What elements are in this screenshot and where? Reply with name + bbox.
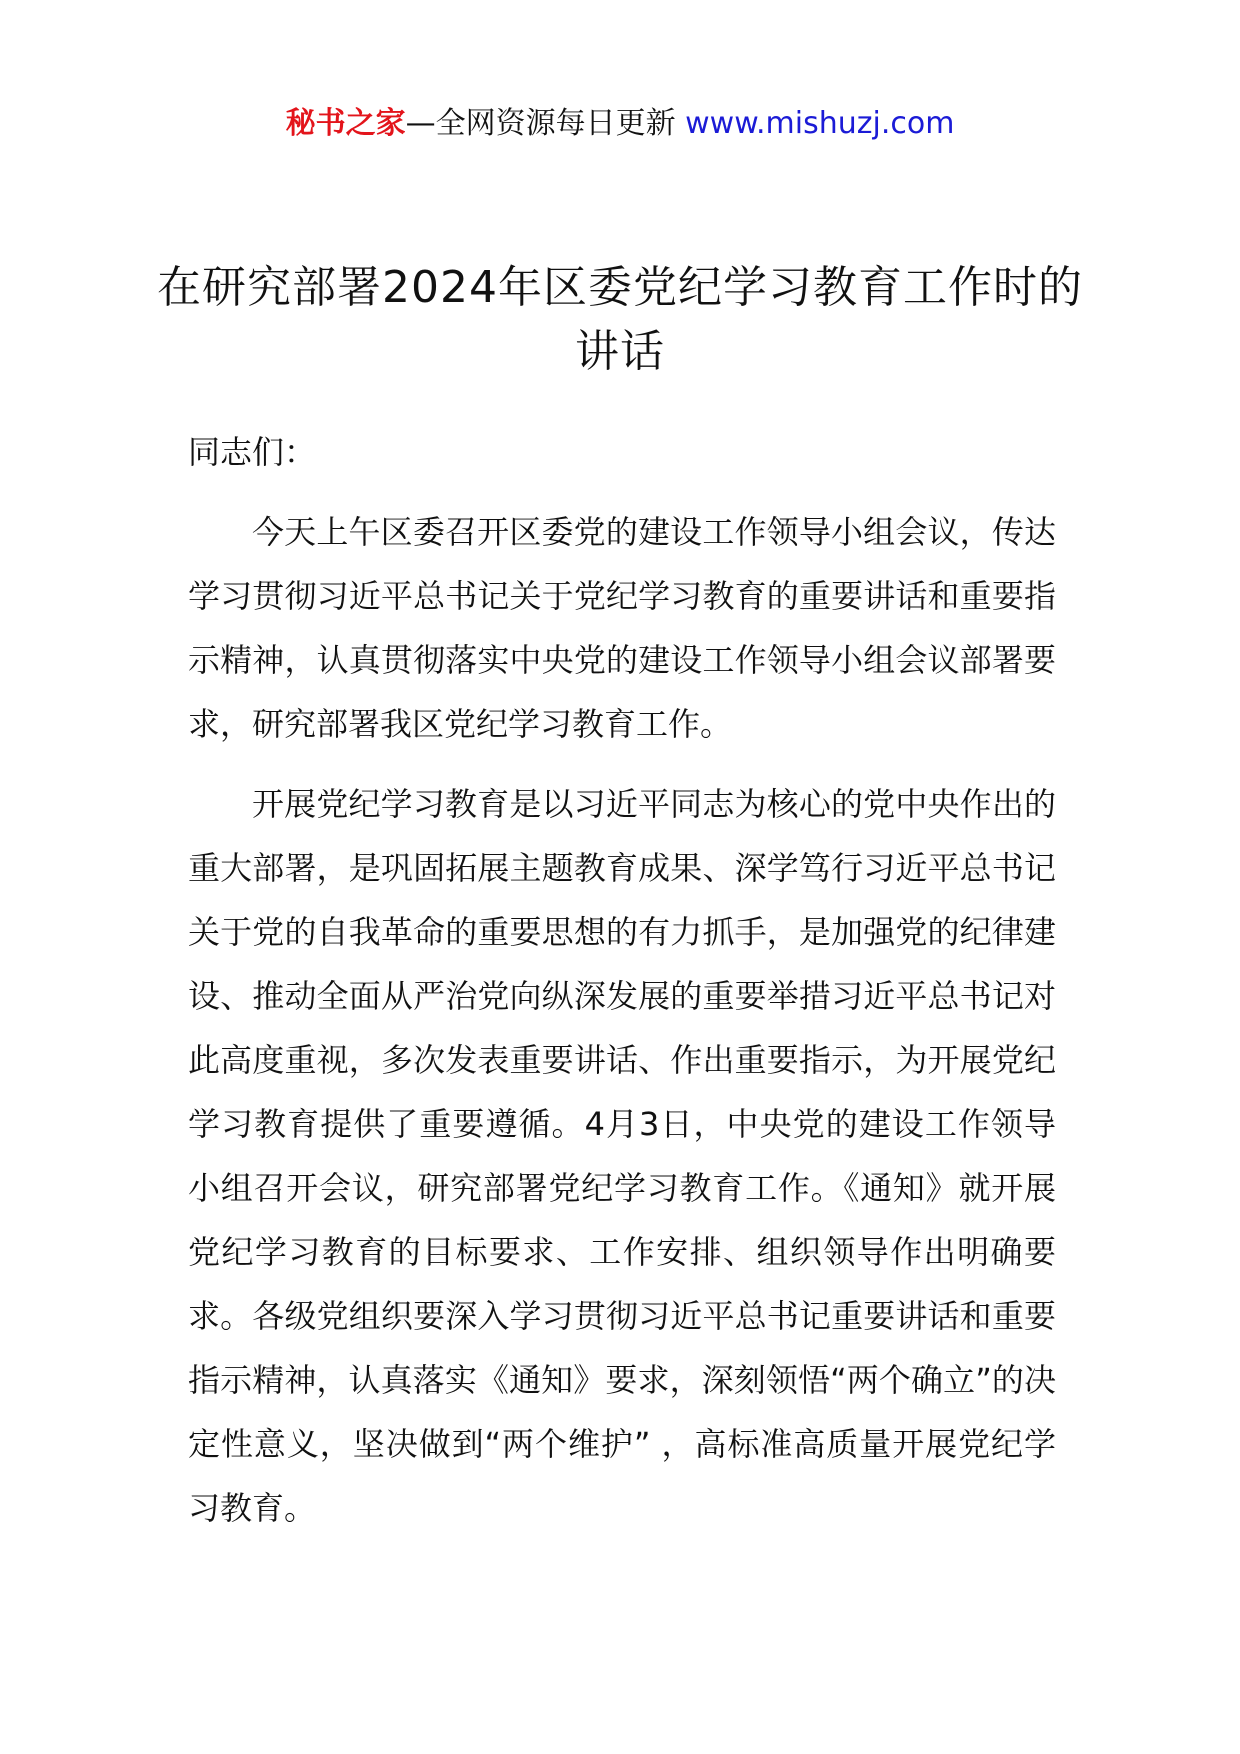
brand-name: 秘书之家 (285, 106, 406, 141)
site-header (0, 102, 1240, 146)
paragraph-2: 开展党纪学习教育是以习近平同志为核心的党中央作出的重大部署，是巩固拓展主题教育成果、深学笃行习近平总书记关于党的自我革命的重要思想的有力抓手，是加强党的纪律建设、推动全面从严治党向纵深发展的重要举措习近平总书记对此高度重视，多次发表重要讲话、作出重要指示，为开展党纪学习教育提供了重要遵循。4月3日，中央党的建设工作领导小组召开会议，研究部署党纪学习教育工作。《通知》就开展党纪学习教育的目标要求、工作安排、组织领导作出明确要求。各级党组织要深入学习贯彻习近平总书记重要讲话和重要指示精神，认真落实《通知》要求，深刻领悟“两个确立”的决定性意义，坚决做到“两个维护” ，高标准高质量开展党纪学习教育。 (188, 785, 1056, 1527)
header-tagline: —全网资源每日更新 (405, 106, 686, 141)
site-url-link[interactable]: www.mishuzj.com (685, 106, 955, 141)
paragraph-1: 今天上午区委召开区委党的建设工作领导小组会议，传达学习贯彻习近平总书记关于党纪学习教育的重要讲话和重要指示精神，认真贯彻落实中央党的建设工作领导小组会议部署要求，研究部署我区党纪学习教育工作。 (188, 513, 1056, 743)
document-body (188, 420, 1056, 1556)
document-title: 在研究部署2024年区委党纪学习教育工作时的讲话 (157, 262, 1083, 377)
salutation: 同志们： (188, 433, 317, 471)
